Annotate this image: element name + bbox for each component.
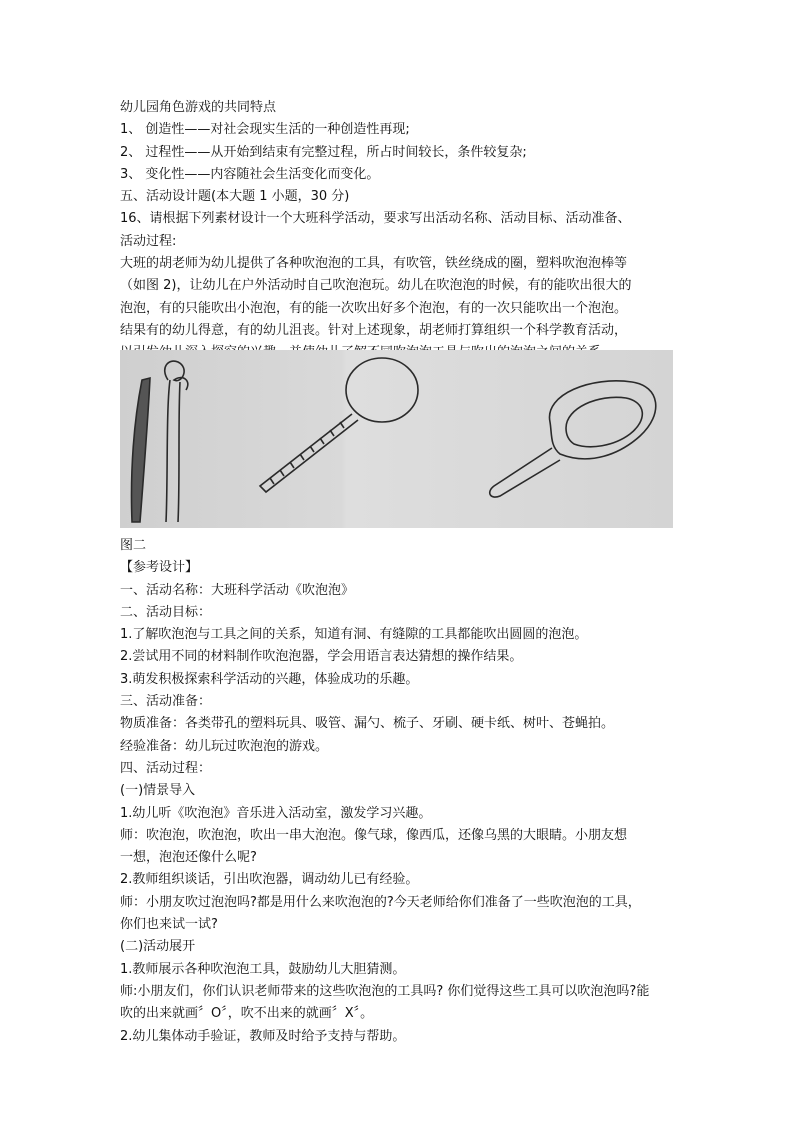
bottom-text-line: 1.了解吹泡泡与工具之间的关系，知道有洞、有缝隙的工具都能吹出圆圆的泡泡。 (120, 627, 588, 643)
bottom-text-line: 你们也来试一试? (120, 917, 218, 933)
bottom-text-line: 师：小朋友吹过泡泡吗?都是用什么来吹泡泡的?今天老师给你们准备了一些吹泡泡的工具， (120, 894, 641, 910)
bottom-text-line: 3.萌发积极探索科学活动的兴趣，体验成功的乐趣。 (120, 671, 419, 687)
bubble-tools-drawing (120, 350, 673, 528)
bottom-text-line: 2.尝试用不同的材料制作吹泡泡器，学会用语言表达猜想的操作结果。 (120, 649, 523, 665)
question-text (120, 97, 680, 365)
round-wand-sketch (260, 358, 418, 492)
bottom-text-line: 2.幼儿集体动手验证，教师及时给予支持与帮助。 (120, 1028, 406, 1044)
top-text-line: 1、 创造性——对社会现实生活的一种创造性再现; (120, 122, 410, 138)
bottom-text-line: 吹的出来就画〞O〞，吹不出来的就画〞X〞。 (120, 1006, 374, 1022)
top-text-line: 16、请根据下列素材设计一个大班科学活动，要求写出活动名称、活动目标、活动准备、 (120, 211, 631, 227)
top-text-line: 泡泡，有的只能吹出小泡泡，有的能一次吹出好多个泡泡，有的一次只能吹出一个泡泡。 (120, 300, 628, 316)
bottom-text-line: 经验准备：幼儿玩过吹泡泡的游戏。 (120, 738, 329, 754)
straw-tool-sketch (131, 361, 187, 522)
bottom-text-line: (一)情景导入 (120, 783, 196, 799)
top-text-line: 结果有的幼儿得意，有的幼儿沮丧。针对上述现象，胡老师打算组织一个科学教育活动， (120, 322, 628, 338)
bottom-text-line: 一、活动名称：大班科学活动《吹泡泡》 (120, 582, 355, 598)
top-text-line: （如图 2)，让幼儿在户外活动时自己吹泡泡玩。幼儿在吹泡泡的时候，有的能吹出很大的 (120, 278, 632, 294)
top-text-line: 活动过程: (120, 233, 177, 249)
bottom-text-line: 1.教师展示各种吹泡泡工具，鼓励幼儿大胆猜测。 (120, 961, 406, 977)
bottom-text-line: 物质准备：各类带孔的塑料玩具、吸管、漏勺、梳子、牙刷、硬卡纸、树叶、苍蝇拍。 (120, 716, 615, 732)
bottom-text-line: 四、活动过程： (120, 760, 212, 776)
bottom-text-line: 二、活动目标： (120, 604, 212, 620)
bottom-text-line: 师：吹泡泡，吹泡泡，吹出一串大泡泡。像气球，像西瓜，还像乌黑的大眼睛。小朋友想 (120, 827, 628, 843)
bottom-text-line: (二)活动展开 (120, 939, 196, 955)
reference-design-text (120, 535, 680, 1048)
bottom-text-line: 一想，泡泡还像什么呢? (120, 850, 257, 866)
top-text-line: 3、 变化性——内容随社会生活变化而变化。 (120, 166, 380, 182)
loop-wand-sketch (490, 381, 656, 497)
bottom-text-line: 师:小朋友们，你们认识老师带来的这些吹泡泡的工具吗? 你们觉得这些工具可以吹泡泡吗?能 (120, 983, 650, 999)
bubble-tools-figure (120, 350, 673, 528)
top-text-line: 大班的胡老师为幼儿提供了各种吹泡泡的工具，有吹管，铁丝绕成的圈，塑料吹泡泡棒等 (120, 256, 628, 272)
bottom-text-line: 2.教师组织谈话，引出吹泡器，调动幼儿已有经验。 (120, 872, 419, 888)
top-text-line: 幼儿园角色游戏的共同特点 (120, 100, 277, 115)
bottom-text-line: 【参考设计】 (120, 560, 199, 576)
bottom-text-line: 1.幼儿听《吹泡泡》音乐进入活动室，激发学习兴趣。 (120, 805, 432, 821)
bottom-text-line: 图二 (120, 538, 147, 553)
top-text-line: 五、活动设计题(本大题 1 小题，30 分) (120, 189, 350, 205)
bottom-text-line: 三、活动准备： (120, 694, 212, 710)
top-text-line: 2、 过程性——从开始到结束有完整过程，所占时间较长，条件较复杂; (120, 144, 527, 160)
